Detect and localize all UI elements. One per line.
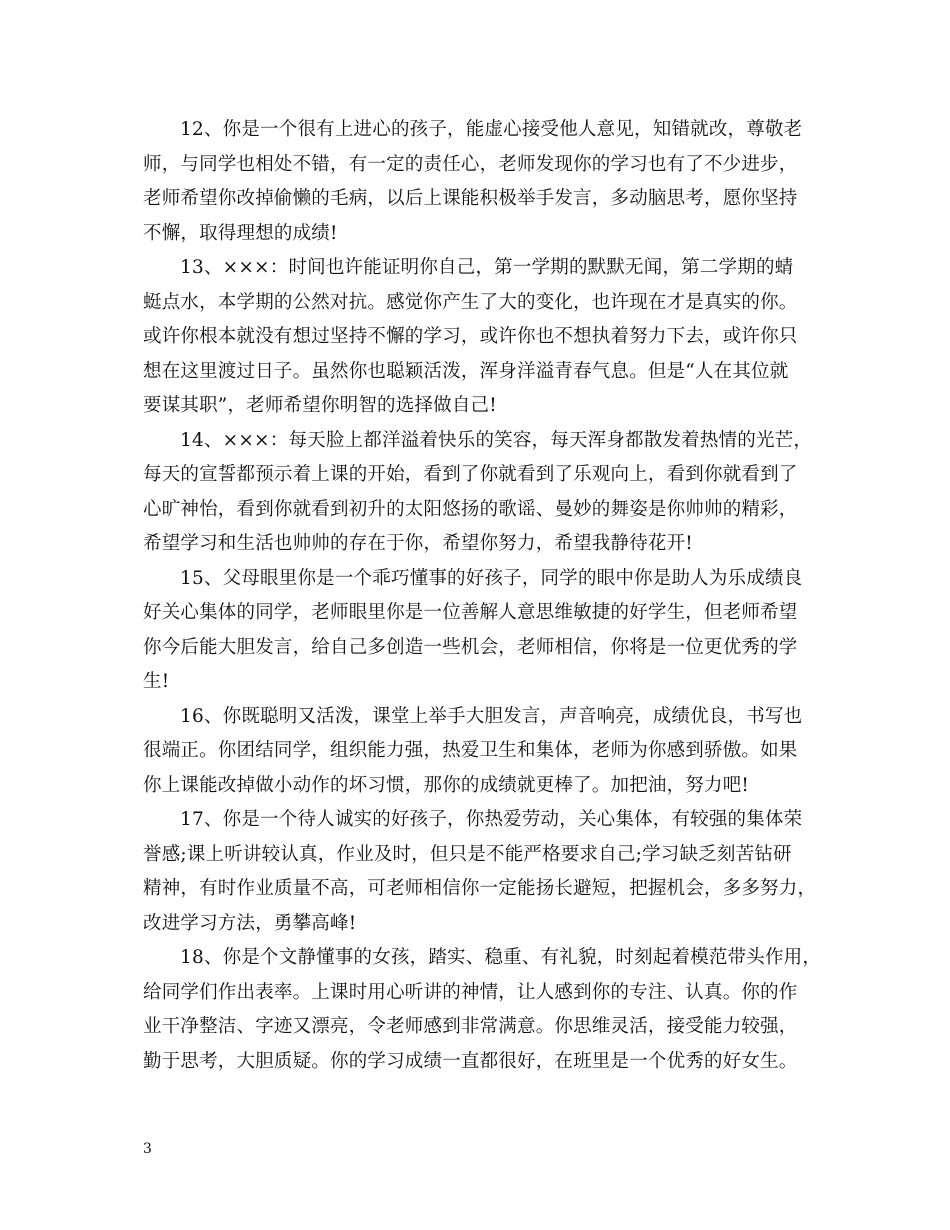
paragraph-14: 14、×××：每天脸上都洋溢着快乐的笑容，每天浑身都散发着热情的光芒， 每天的宣誓都预示着上课的开始，看到了你就看到了乐观向上，看到你就看到了 心旷神怡，看到你就看到初升的太阳悠扬的歌谣、曼妙的舞姿是你帅帅的精彩， 希望学习和生活也帅帅的存在于你，希望你努力，希望我静待花开! (143, 429, 813, 554)
paragraph-17: 17、你是一个待人诚实的好孩子，你热爱劳动，关心集体，有较强的集体荣 誉感;课上听讲较认真，作业及时，但只是不能严格要求自己;学习缺乏刻苦钻研 精神，有时作业质量不高，可老师相信你一定能扬长避短，把握机会，多多努力， 改进学习方法，勇攀高峰! (143, 809, 817, 934)
paragraph-13: 13、×××：时间也许能证明你自己，第一学期的默默无闻，第二学期的蜻 蜓点水，本学期的公然对抗。感觉你产生了大的变化，也许现在才是真实的你。 或许你根本就没有想过坚持不懈的学习，或许你也不想执着努力下去，或许你只 想在这里渡过日子。虽然你也聪颖活泼，浑身洋溢青春气息。但是“人在其位就 要谋其职”，老师希望你明智的选择做自己! (143, 257, 798, 416)
page-number: 3 (143, 1141, 152, 1157)
document-body (143, 113, 823, 1079)
paragraph-12: 12、你是一个很有上进心的孩子，能虚心接受他人意见，知错就改，尊敬老 师，与同学也相处不错，有一定的责任心，老师发现你的学习也有了不少进步， 老师希望你改掉偷懒的毛病，以后上课能积极举手发言，多动脑思考，愿你坚持 不懈，取得理想的成绩! (143, 119, 803, 244)
paragraph-15: 15、父母眼里你是一个乖巧懂事的好孩子，同学的眼中你是助人为乐成绩良 好关心集体的同学，老师眼里你是一位善解人意思维敏捷的好学生，但老师希望 你今后能大胆发言，给自己多创造一些机会，老师相信，你将是一位更优秀的学 生! (143, 567, 803, 692)
paragraph-18: 18、你是个文静懂事的女孩，踏实、稳重、有礼貌，时刻起着模范带头作用， 给同学们作出表率。上课时用心听讲的神情，让人感到你的专注、认真。你的作 业干净整洁、字迹又漂亮，令老师感到非常满意。你思维灵活，接受能力较强， 勤于思考，大胆质疑。你的学习成绩一直都很好，在班里是一个优秀的好女生。 (143, 947, 822, 1072)
paragraph-16: 16、你既聪明又活泼，课堂上举手大胆发言，声音响亮，成绩优良，书写也 很端正。你团结同学，组织能力强，热爱卫生和集体，老师为你感到骄傲。如果 你上课能改掉做小动作的坏习惯，那你的成绩就更棒了。加把油，努力吧! (143, 705, 803, 796)
